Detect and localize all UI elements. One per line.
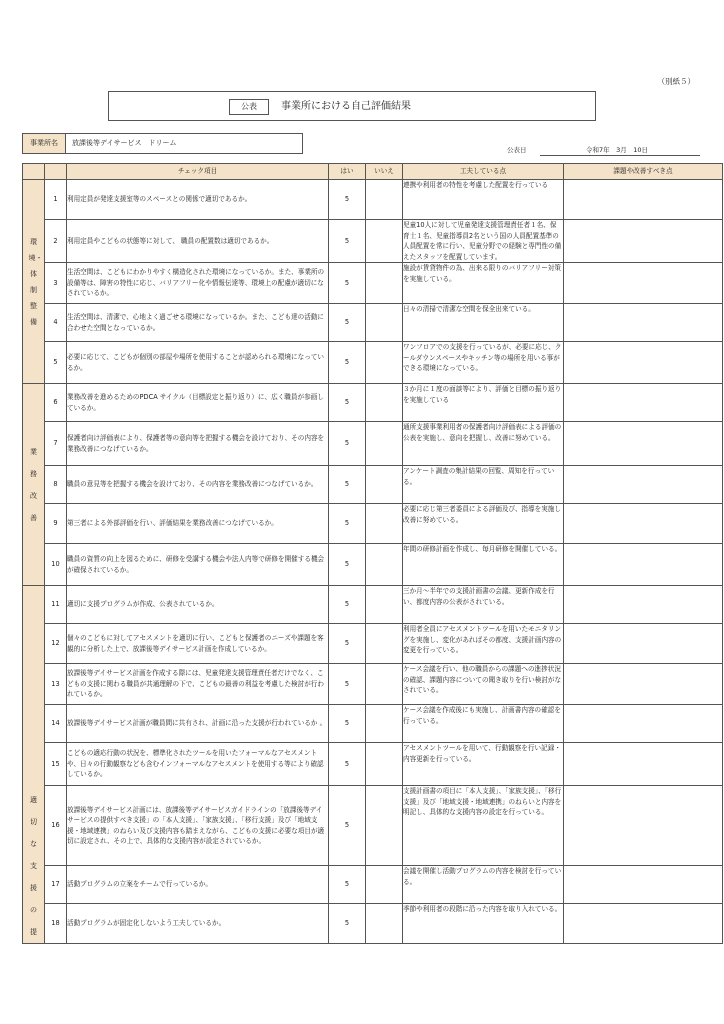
table-row [23, 786, 723, 866]
table-row [23, 342, 723, 384]
no-count [366, 384, 403, 422]
table-row [23, 586, 723, 624]
check-item-text: 生活空間は、こどもにわかりやすく構造化された環境になっているか。また、事業所の設備等は、障害の特性に応じ、バリアフリー化や情報伝達等、環境上の配慮が適切になされているか。 [67, 263, 329, 304]
table-row [23, 904, 723, 944]
effort-text: 三か月～半年での支援計画書の会議、更新作成を行い、都度内容の公表がされている。 [403, 586, 564, 624]
header-no: いいえ [366, 164, 403, 180]
no-count [366, 304, 403, 342]
no-count [366, 743, 403, 786]
table-row [23, 624, 723, 664]
row-number: 6 [45, 384, 67, 422]
row-number: 7 [45, 422, 67, 466]
issue-text [564, 743, 723, 786]
check-item-text: 活動プログラムが固定化しないよう工夫しているか。 [67, 904, 329, 944]
row-number: 1 [45, 180, 67, 220]
row-number: 17 [45, 866, 67, 904]
row-number: 11 [45, 586, 67, 624]
category-cell [23, 180, 45, 384]
yes-count: 5 [329, 866, 366, 904]
issue-text [564, 705, 723, 743]
check-item-text: こどもの適応行動の状況を、標準化されたツールを用いたフォーマルなアセスメントや、日々の行動観察なども含むインフォーマルなアセスメントを使用する等により確認しているか。 [67, 743, 329, 786]
effort-text: 会議を開催し活動プログラムの内容を検討を行っている。 [403, 866, 564, 904]
no-count [366, 705, 403, 743]
check-item-text: 放課後等デイサービス計画が職員間に共有され、計画に沿った支援が行われているか 。 [67, 705, 329, 743]
no-count [366, 904, 403, 944]
published-date-field [540, 145, 700, 156]
published-date: 令和7年 3月 10日 [586, 146, 649, 154]
issue-text [564, 544, 723, 586]
yes-count: 5 [329, 504, 366, 544]
effort-text: 連携や利用者の特性を考慮した配置を行っている [403, 180, 564, 220]
header-effort: 工夫している点 [403, 164, 564, 180]
yes-count: 5 [329, 384, 366, 422]
effort-text: 日々の清掃で清潔な空間を保全出来ている。 [403, 304, 564, 342]
yes-count: 5 [329, 624, 366, 664]
header-yes: はい [329, 164, 366, 180]
no-count [366, 504, 403, 544]
yes-count: 5 [329, 422, 366, 466]
issue-text [564, 624, 723, 664]
row-number: 4 [45, 304, 67, 342]
category-cell [23, 384, 45, 586]
issue-text [564, 466, 723, 504]
check-item-text: 活動プログラムの立案をチームで行っているか。 [67, 866, 329, 904]
check-item-text: 第三者による外部評価を行い、評価結果を業務改善につなげているか。 [67, 504, 329, 544]
header-check-item: チェック項目 [67, 164, 329, 180]
check-item-text: 利用定員やこどもの状態等に対して、 職員の配置数は適切であるか。 [67, 220, 329, 263]
yes-count: 5 [329, 743, 366, 786]
issue-text [564, 586, 723, 624]
effort-text: 必要に応じ第三者委員による評価及び、指導を実施し改善に努めている。 [403, 504, 564, 544]
yes-count: 5 [329, 544, 366, 586]
check-item-text: 個々のこどもに対してアセスメントを適切に行い、こどもと保護者のニーズや課題を客観的に分析した上で、放課後等デイサービス計画を作成しているか。 [67, 624, 329, 664]
yes-count: 5 [329, 180, 366, 220]
row-number: 3 [45, 263, 67, 304]
table-row [23, 544, 723, 586]
yes-count: 5 [329, 342, 366, 384]
table-row [23, 866, 723, 904]
issue-text [564, 504, 723, 544]
header-blank [45, 164, 67, 180]
check-item-text: 職員の意見等を把握する機会を設けており、その内容を業務改善につなげているか。 [67, 466, 329, 504]
row-number: 16 [45, 786, 67, 866]
category-cell [23, 586, 45, 944]
check-item-text: 適切に支援プログラムが作成、公表されているか。 [67, 586, 329, 624]
effort-text: アセスメントツールを用いて、行動観察を行い記録・内容更新を行っている。 [403, 743, 564, 786]
table-row [23, 220, 723, 263]
effort-text: ワンフロアでの支援を行っているが、必要に応じ、クールダウンスペースやキッチン等の場所を用いる事ができる環境になっている。 [403, 342, 564, 384]
table-row [23, 743, 723, 786]
no-count [366, 664, 403, 705]
issue-text [564, 342, 723, 384]
check-item-text: 放課後等デイサービス計画には、放課後等デイサービスガイドラインの「放課後等デイサービスの提供すべき支援」の「本人支援」、「家族支援」、「移行支援」及び「地域支援・地域連携」のねらい及び支援内容も踏まえながら、こどもの支援に必要な項目が適切に設定され、その上で、具体的な支援内容が設定されているか。 [67, 786, 329, 866]
check-item-text: 必要に応じて、こどもが個別の部屋や場所を使用することが認められる環境になっているか。 [67, 342, 329, 384]
effort-text: 支援計画書の項目に「本人支援」、「家族支援」、「移行支援」及び「地域支援・地域連携」のねらいと内容を明記し、具体的な支援内容の設定を行っている。 [403, 786, 564, 866]
no-count [366, 786, 403, 866]
row-number: 15 [45, 743, 67, 786]
row-number: 9 [45, 504, 67, 544]
category-label: 環境・体制整備 [28, 237, 43, 326]
effort-text: ケース会議を行い、他の職員からの課題への進捗状況の確認、課題内容についての聞き取りを行い検討がなされている。 [403, 664, 564, 705]
issue-text [564, 664, 723, 705]
check-item-text: 業務改善を進めるためのPDCA サイクル（目標設定と振り返り）に、広く職員が参画しているか。 [67, 384, 329, 422]
no-count [366, 342, 403, 384]
issue-text [564, 786, 723, 866]
published-label: 公表日 [507, 146, 527, 154]
effort-text: ケース会議を作成後にも実施し、計画書内容の確認を行っている。 [403, 705, 564, 743]
no-count [366, 586, 403, 624]
yes-count: 5 [329, 586, 366, 624]
yes-count: 5 [329, 904, 366, 944]
no-count [366, 544, 403, 586]
category-label: 適切な支援の提 [30, 796, 37, 936]
title-box [108, 91, 596, 121]
issue-text [564, 422, 723, 466]
effort-text: アンケート調査の集計結果の回覧、周知を行っている。 [403, 466, 564, 504]
yes-count: 5 [329, 786, 366, 866]
effort-text: 児童10人に対して児童発達支援管理責任者１名、保育士１名、児童指導員2名という国の人員配置基準の人員配置を常に行い、児童分野での経験と専門性の備えたスタッフを配置しています。 [403, 220, 564, 263]
facility-name-label: 事業所名 [22, 133, 66, 154]
yes-count: 5 [329, 304, 366, 342]
yes-count: 5 [329, 664, 366, 705]
table-row [23, 466, 723, 504]
check-item-text: 生活空間は、清潔で、心地よく過ごせる環境になっているか。また、こども達の活動に合わせた空間となっているか。 [67, 304, 329, 342]
no-count [366, 263, 403, 304]
title-label: 公表 [229, 99, 269, 115]
issue-text [564, 263, 723, 304]
issue-text [564, 304, 723, 342]
issue-text [564, 866, 723, 904]
table-row [23, 180, 723, 220]
no-count [366, 624, 403, 664]
check-item-text: 利用定員が発達支援室等のスペースとの関係で適切であるか。 [67, 180, 329, 220]
table-row [23, 705, 723, 743]
effort-text: ３か月に１度の面談等により、評価と目標の振り返りを実施している [403, 384, 564, 422]
no-count [366, 466, 403, 504]
no-count [366, 866, 403, 904]
yes-count: 5 [329, 263, 366, 304]
no-count [366, 180, 403, 220]
header-issue: 課題や改善すべき点 [564, 164, 723, 180]
row-number: 10 [45, 544, 67, 586]
table-row [23, 422, 723, 466]
effort-text: 施設が賃貸物件の為、出来る限りのバリアフリー対策を実施している。 [403, 263, 564, 304]
yes-count: 5 [329, 466, 366, 504]
effort-text: 年間の研修計画を作成し、毎月研修を開催している。 [403, 544, 564, 586]
annex-label: （別紙５） [657, 77, 695, 86]
table-body [23, 180, 723, 944]
issue-text [564, 904, 723, 944]
issue-text [564, 180, 723, 220]
yes-count: 5 [329, 220, 366, 263]
row-number: 5 [45, 342, 67, 384]
issue-text [564, 384, 723, 422]
table-row [23, 304, 723, 342]
row-number: 18 [45, 904, 67, 944]
row-number: 12 [45, 624, 67, 664]
row-number: 13 [45, 664, 67, 705]
effort-text: 利用者全員にアセスメントツールを用いたモニタリングを実施し、変化があればその都度、支援計画内容の変更を行っている。 [403, 624, 564, 664]
table-row [23, 504, 723, 544]
check-item-text: 放課後等デイサービス計画を作成する際には、児童発達支援管理責任者だけでなく、こどもの支援に関わる職員が共通理解の下で、こどもの最善の利益を考慮した検討が行われているか。 [67, 664, 329, 705]
table-row [23, 263, 723, 304]
check-item-text: 保護者向け評価表により、保護者等の意向等を把握する機会を設けており、その内容を業務改善につなげているか。 [67, 422, 329, 466]
table-header-row [23, 164, 723, 180]
check-item-text: 職員の資質の向上を図るために、研修を受講する機会や法人内等で研修を開催する機会が確保されているか。 [67, 544, 329, 586]
row-number: 8 [45, 466, 67, 504]
effort-text: 通所支援事業利用者の保護者向け評価表による評価の公表を実施し、意向を把握し、改善に努めている。 [403, 422, 564, 466]
table-row [23, 664, 723, 705]
facility-name-value: 放課後等デイサービス ドリーム [66, 133, 303, 154]
row-number: 14 [45, 705, 67, 743]
row-number: 2 [45, 220, 67, 263]
issue-text [564, 220, 723, 263]
effort-text: 季節や利用者の段階に沿った内容を取り入れている。 [403, 904, 564, 944]
no-count [366, 220, 403, 263]
header-blank [23, 164, 45, 180]
evaluation-table [22, 163, 723, 944]
category-label: 業務改善 [30, 447, 37, 522]
table-row [23, 384, 723, 422]
page-title: 事業所における自己評価結果 [281, 101, 411, 112]
yes-count: 5 [329, 705, 366, 743]
no-count [366, 422, 403, 466]
